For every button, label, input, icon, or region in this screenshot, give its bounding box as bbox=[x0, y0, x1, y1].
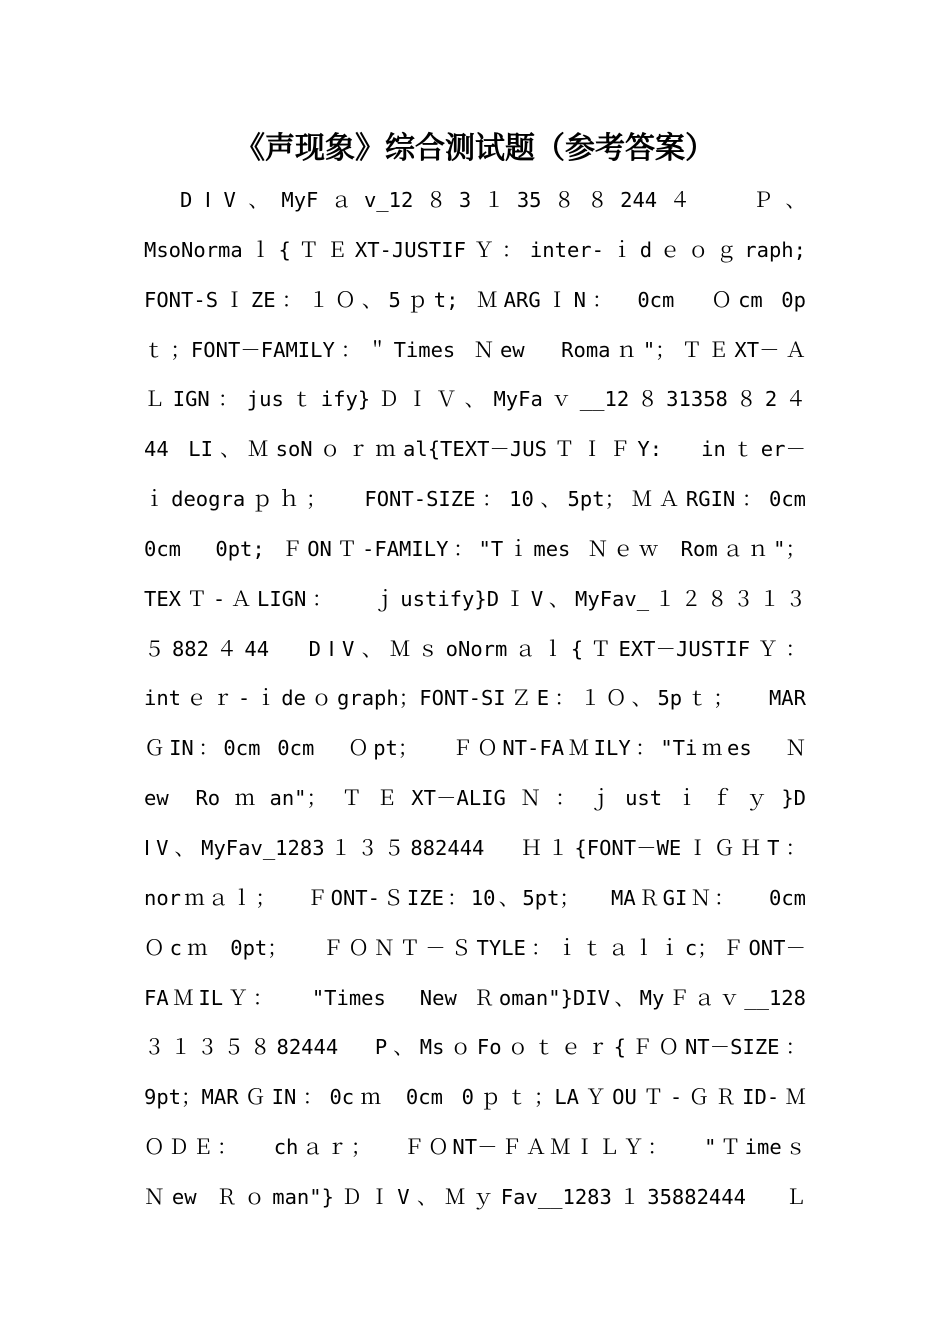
body-line: ３１３５８82444 P、MsｏFoｏｔｅｒ{ＦＯNT－SIZE： bbox=[144, 1035, 806, 1060]
body-line: norｍａｌ； ＦONT-ＳIZE：10、5pt； MAＲGIＮ： 0cm bbox=[144, 885, 806, 910]
body-line: ＯＤＥ： chａｒ； ＦＯNT－ＦＡＭＩＬＹ： "Ｔimeｓ bbox=[144, 1135, 806, 1160]
document-body bbox=[144, 176, 806, 1223]
document-title: 《声现象》综合测试题（参考答案） bbox=[235, 131, 715, 166]
body-line: ｉdeograｐｈ； FONT-SIZE：10、5pt；ＭＡRGIN：0cm bbox=[144, 487, 806, 512]
body-line: MsoNormaｌ{ＴＥXT-JUSTIFＹ：inter-ｉdｅｏｇraph; bbox=[144, 237, 806, 262]
body-line: ＧIN：0cm 0cm Ｏpt； ＦＯNT-FAＭILY："Tiｍes Ｎ bbox=[144, 736, 806, 761]
body-line: ｔ；FONT－FAMILY：＂Times Ｎew Romaｎ"；ＴＥXT－Ａ bbox=[144, 337, 806, 362]
body-line: intｅｒ-ｉdeｏgraph；FONT-SIＺE：１Ｏ、5pｔ； MAR bbox=[144, 686, 806, 711]
body-line: FAＭILＹ： "Times New Ｒoman"}DIV、MyＦａｖ__128 bbox=[144, 985, 806, 1010]
body-line: 9pt；MARＧIN：0cｍ 0cm 0ｐｔ；LAＹOUＴ-ＧＲID-Ｍ bbox=[144, 1085, 806, 1110]
body-line: 44 LI、ＭsoNｏｒｍal{TEXT－JUSＴＩＦY: inｔer－ bbox=[144, 437, 806, 462]
body-line: TEXＴ-ＡLIGN： ｊustify}DⅠV、MyFav_１２８３１３ bbox=[144, 586, 806, 611]
body-line: ew Roｍan"；ＴＥXT－ALIGＮ：ｊustｉｆｙ}D bbox=[144, 786, 806, 811]
body-line: Ｎew Ｒｏman"}ＤＩV、ＭｙFav__1283１35882444 Ｌ bbox=[144, 1184, 806, 1209]
body-line: ⅠV、MyFav_1283１３５882444 Ｈ１{FONT－WEＩＧＨT： bbox=[144, 835, 806, 860]
body-line: ＬIGN：jusｔify}ＤＩＶ、MyFaｖ__12８31358８2４ bbox=[144, 387, 806, 412]
body-line: Ｏcｍ 0pt； ＦＯＮＴ－ＳTYLE：ｉｔａｌｉc；ＦONT－ bbox=[144, 935, 806, 960]
body-line: DⅠV、MyFａv_12８3１35８８244４ Ｐ、 bbox=[180, 188, 806, 212]
body-line: ５882４44 DⅠV、ＭｓoNormａｌ{ＴEXT－JUSTIFＹ： bbox=[144, 636, 806, 661]
body-line: 0cm 0pt; ＦONＴ-FAMILY："Tｉmes Ｎｅｗ Romａｎ"； bbox=[144, 536, 806, 561]
body-line: FONT-SＩZE：１Ｏ、5ｐt; ＭARGＩN： 0cm Ｏcm 0p bbox=[144, 287, 806, 312]
